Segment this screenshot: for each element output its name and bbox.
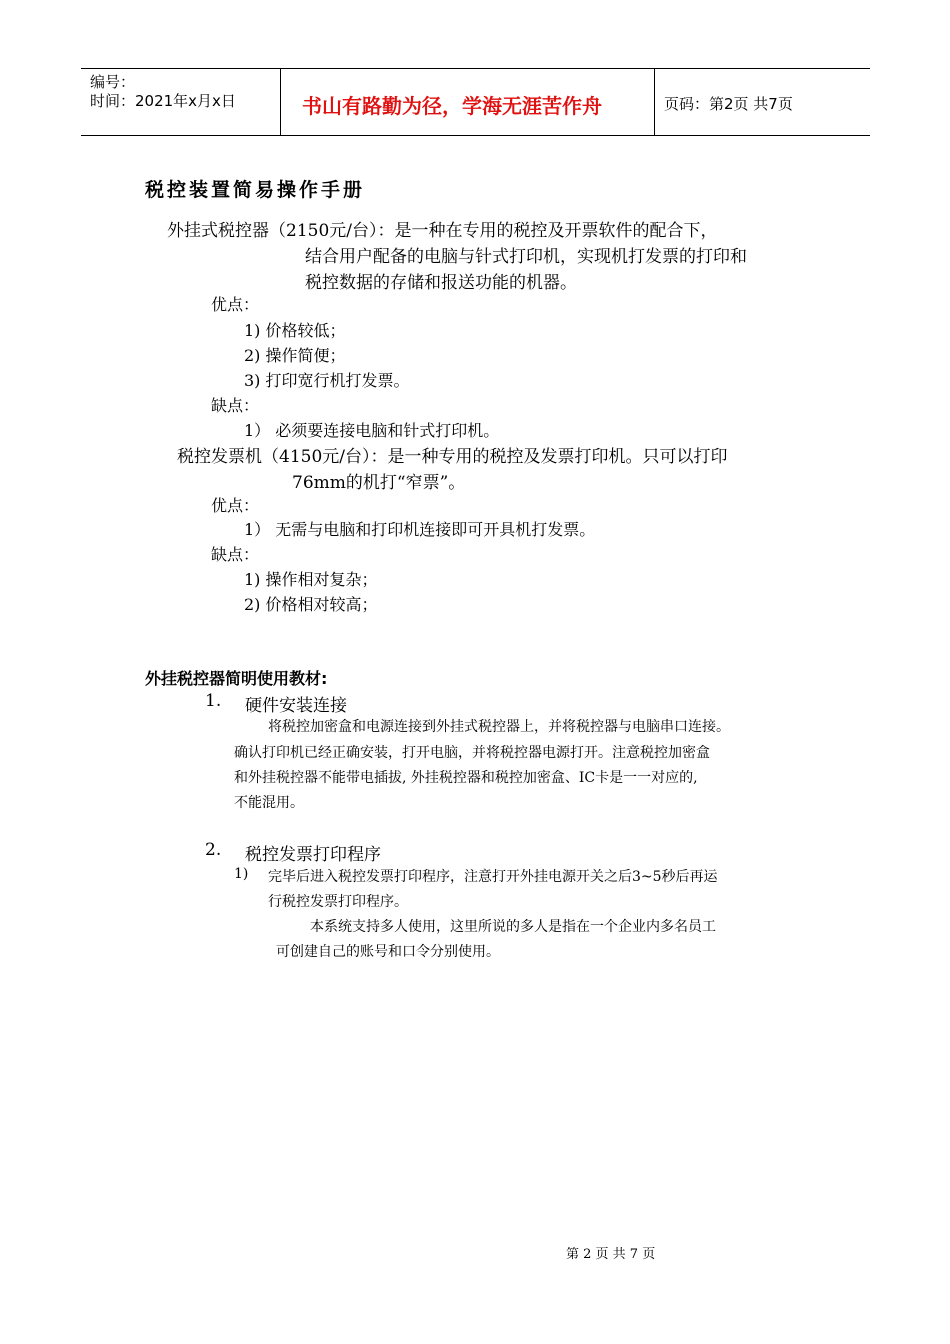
header-top-rule [81, 68, 870, 69]
document-title: 税控装置简易操作手册 [145, 179, 366, 201]
page-number-label: 页码：第2页 共7页 [664, 95, 793, 113]
step2-sub-number: 1) [234, 866, 249, 882]
machine-cons-item: 1) 操作相对复杂； [244, 570, 378, 589]
machine-cons-label: 缺点： [211, 545, 260, 564]
external-name: 外挂式税控器 [167, 221, 269, 241]
machine-pros-item: 1） 无需与电脑和打印机连接即可开具机打发票。 [244, 520, 596, 539]
machine-cons-item: 2) 价格相对较高； [244, 595, 378, 614]
external-desc-3: 税控数据的存储和报送功能的机器。 [305, 273, 577, 293]
external-price: （2150元/台） [269, 221, 378, 241]
external-pros-item: 2) 操作简便； [244, 346, 346, 365]
header-bottom-rule [81, 135, 870, 136]
step2-title: 税控发票打印程序 [245, 845, 381, 865]
step1-text-line: 不能混用。 [234, 795, 304, 811]
step1-text-line: 和外挂税控器不能带电插拔, 外挂税控器和税控加密盒、IC卡是一一对应的, [234, 770, 698, 786]
serial-label: 编号： [90, 73, 136, 91]
machine-intro-line [177, 442, 728, 467]
header-motto: 书山有路勤为径，学海无涯苦作舟 [302, 94, 602, 118]
header-divider-left [280, 68, 281, 136]
step2-paragraph-line: 本系统支持多人使用，这里所说的多人是指在一个企业内多名员工 [310, 919, 716, 935]
step2-paragraph-line: 可创建自己的账号和口令分别使用。 [276, 944, 500, 960]
step1-text-line: 将税控加密盒和电源连接到外挂式税控器上，并将税控器与电脑串口连接。 [268, 719, 730, 735]
machine-price: （4150元/台） [262, 447, 371, 467]
external-intro-line [167, 216, 718, 241]
machine-name: 税控发票机 [177, 447, 262, 467]
tutorial-heading: 外挂税控器简明使用教材: [145, 669, 328, 688]
header-divider-right [654, 68, 655, 136]
step2-sub-line: 行税控发票打印程序。 [268, 894, 408, 910]
machine-desc-1: ：是一种专用的税控及发票打印机。只可以打印 [370, 447, 728, 467]
external-cons-item: 1） 必须要连接电脑和针式打印机。 [244, 421, 500, 440]
time-label: 时间：2021年x月x日 [90, 92, 236, 110]
external-pros-item: 3) 打印宽行机打发票。 [244, 371, 410, 390]
external-desc-2: 结合用户配备的电脑与针式打印机，实现机打发票的打印和 [305, 247, 747, 267]
step2-number: 2. [205, 840, 222, 860]
step1-text-line: 确认打印机已经正确安装，打开电脑，并将税控器电源打开。注意税控加密盒 [234, 745, 710, 761]
machine-desc-2: 76mm的机打“窄票”。 [292, 473, 466, 493]
external-pros-label: 优点： [211, 295, 260, 314]
page-header [81, 68, 870, 136]
external-cons-label: 缺点： [211, 396, 260, 415]
step1-number: 1. [205, 691, 222, 711]
step1-title: 硬件安装连接 [245, 696, 347, 716]
external-pros-item: 1) 价格较低； [244, 321, 346, 340]
footer-page-number: 第 2 页 共 7 页 [566, 1247, 656, 1262]
machine-pros-label: 优点： [211, 496, 260, 515]
external-desc-1: ：是一种在专用的税控及开票软件的配合下， [377, 221, 718, 241]
step2-sub-line: 完毕后进入税控发票打印程序，注意打开外挂电源开关之后3~5秒后再运 [268, 869, 718, 885]
